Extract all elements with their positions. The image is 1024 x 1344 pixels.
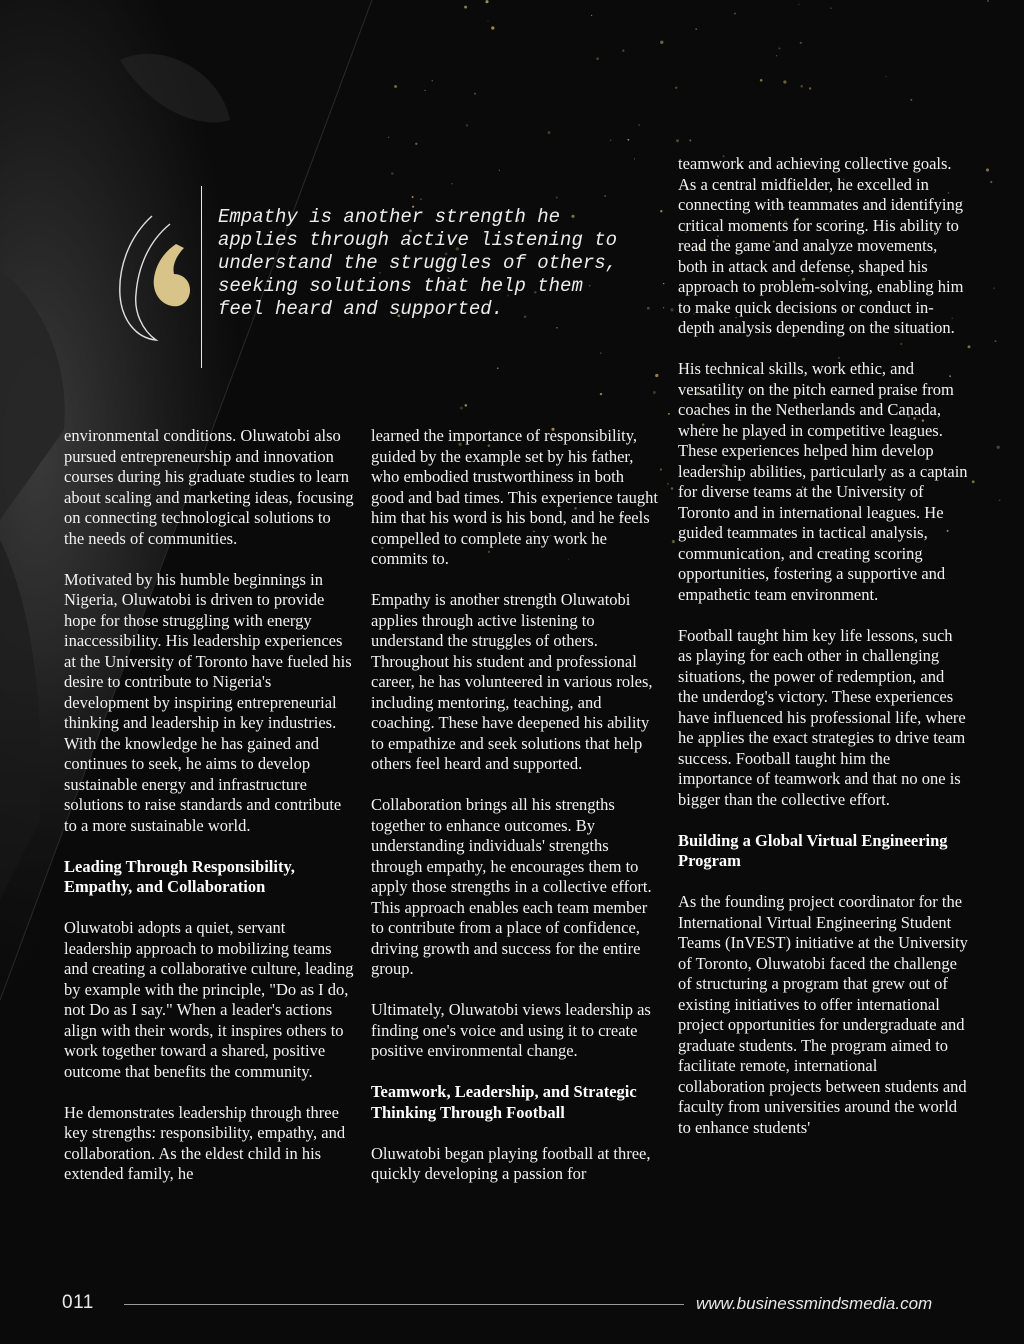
sparkle: [993, 287, 994, 288]
sparkle: [610, 139, 612, 141]
sparkle: [499, 170, 500, 171]
sparkle: [671, 487, 674, 490]
sparkle: [783, 80, 786, 83]
sparkle: [672, 540, 675, 543]
sparkle: [734, 13, 736, 15]
page-number: 011: [62, 1292, 94, 1313]
paragraph: As the founding project coordinator for the International Virtual Engineering Student Teams (InVEST) initiative at the University of Toronto, Oluwatobi faced the challenge of structuring a program that grew out of existing initiatives to offer international project opportunities for undergraduate and graduate students. The program aimed to facilitate remote, international collaboration projects between students and faculty from universities around the world to enhance students': [678, 892, 968, 1137]
sparkle: [474, 93, 476, 95]
paragraph: Football taught him key life lessons, such as playing for each other in challenging situations, the power of redemption, and the underdog's victory. These experiences have influenced his professional life, where he applies the exact strategies to drive team success. Football taught him the importance of teamwork and that no one is bigger than the collective effort.: [678, 625, 966, 809]
sparkle: [600, 393, 602, 395]
sparkle: [647, 307, 650, 310]
section-heading: Teamwork, Leadership, and Strategic Thinking Through Football: [371, 1082, 637, 1122]
sparkle: [394, 85, 397, 88]
sparkle: [663, 283, 664, 284]
sparkle: [391, 172, 394, 175]
paragraph: teamwork and achieving collective goals. As a central midfielder, he excelled in connecting with teammates and identifying critical moments for scoring. His ability to read the game and analyze movements, both in attack and defense, shaped his approach to problem-solving, enabling him to make quick decisions or conduct in-depth analysis depending on the situation.: [678, 154, 964, 337]
section-heading: Leading Through Responsibility, Empathy, and Collaboration: [64, 856, 295, 896]
sparkle: [622, 50, 624, 52]
sparkle: [660, 210, 662, 212]
sparkle: [997, 446, 1000, 449]
sparkle: [548, 131, 551, 134]
text-column-2: [371, 426, 661, 1205]
sparkle: [634, 158, 635, 159]
sparkle: [491, 26, 494, 29]
quote-mark-icon: [112, 208, 198, 348]
sparkle: [676, 139, 679, 142]
sparkle: [667, 483, 669, 485]
paragraph: Oluwatobi began playing football at three, quickly developing a passion for: [371, 1143, 651, 1183]
sparkle: [670, 308, 673, 311]
sparkle: [451, 183, 452, 184]
sparkle: [689, 139, 691, 141]
sparkle: [695, 28, 697, 30]
sparkle: [999, 499, 1001, 501]
paragraph: learned the importance of responsibility, guided by the example set by his father, who embodied trustworthiness in both good and bad times. This experience taught him that his word is his bond, and he feels compelled to complete any work he commits to.: [371, 426, 658, 568]
sparkle: [910, 99, 912, 101]
sparkle: [412, 196, 414, 198]
sparkle: [885, 76, 887, 78]
sparkle: [485, 0, 488, 3]
footer-divider: [124, 1304, 684, 1305]
sparkle: [653, 391, 656, 394]
sparkle: [415, 143, 417, 145]
sparkle: [464, 6, 467, 9]
sparkle: [663, 307, 664, 308]
sparkle: [800, 85, 803, 88]
sparkle: [675, 87, 677, 89]
sparkle: [668, 413, 670, 415]
paragraph: Motivated by his humble beginnings in Nigeria, Oluwatobi is driven to provide hope for those struggling with energy inaccessibility. His leadership experiences at the University of Toronto have fueled his desire to contribute to Nigeria's development by inspiring entrepreneurial thinking and leadership in key industries. With the knowledge he has gained and continues to seek, he aims to develop sustainable energy and infrastructure solutions to raise standards and contribute to a more sustainable world.: [64, 569, 352, 835]
sparkle: [460, 406, 463, 409]
quote-divider: [201, 186, 202, 368]
paragraph: Collaboration brings all his strengths together to enhance outcomes. By understanding individuals' strengths through empathy, he encourages them to apply those strengths in a collective effort. This approach enables each team member to contribute from a place of confidence, driving growth and success for the entire group.: [371, 795, 652, 978]
paragraph: Oluwatobi adopts a quiet, servant leadership approach to mobilizing teams and creating a collaborative culture, leading by example with the principle, "Do as I do, not Do as I say." When a leader's actions align with their words, it inspires others to work together toward a shared, positive outcome that benefits the community.: [64, 918, 354, 1081]
sparkle: [660, 41, 663, 44]
sparkle: [432, 80, 434, 82]
sparkle: [591, 15, 592, 16]
sparkle: [556, 197, 558, 199]
sparkle: [800, 42, 802, 44]
paragraph: His technical skills, work ethic, and versatility on the pitch earned praise from coaches in the Netherlands and Canada, where he played in competitive leagues. These experiences helped him develop leadership abilities, particularly as a captain for diverse teams at the University of Toronto and in international leagues. He guided teammates in tactical analysis, communication, and creating scoring opportunities, fostering a supportive and empathetic team environment.: [678, 359, 968, 604]
paragraph: Ultimately, Oluwatobi views leadership as finding one's voice and using it to create positive environmental change.: [371, 1000, 651, 1060]
sparkle: [604, 195, 605, 196]
text-column-3: [678, 154, 968, 1159]
sparkle: [627, 139, 629, 141]
sparkle: [596, 57, 599, 60]
text-column-1: [64, 426, 354, 1205]
footer-url: www.businessmindsmedia.com: [696, 1294, 933, 1313]
paragraph: environmental conditions. Oluwatobi also pursued entrepreneurship and innovation courses during his graduate studies to learn about scaling and marketing ideas, focusing on connecting technological solutions to the needs of communities.: [64, 426, 354, 548]
sparkle: [990, 181, 992, 183]
sparkle: [497, 367, 499, 369]
section-heading: Building a Global Virtual Engineering Program: [678, 830, 948, 870]
sparkle: [655, 374, 658, 377]
sparkle: [776, 55, 777, 56]
sparkle: [809, 87, 811, 89]
paragraph: Empathy is another strength Oluwatobi applies through active listening to understand the struggles of others. Throughout his student and professional career, he has volunteered in various roles, including mentoring, teaching, and coaching. These have deepened his ability to empathize and seek solutions that help others feel heard and supported.: [371, 590, 653, 773]
sparkle: [778, 47, 780, 49]
sparkle: [638, 124, 640, 126]
sparkle: [987, 0, 989, 2]
sparkle: [986, 168, 989, 171]
sparkle: [466, 124, 468, 126]
sparkle: [600, 352, 601, 353]
paragraph: He demonstrates leadership through three key strengths: responsibility, empathy, and collaboration. As the eldest child in his extended family, he: [64, 1102, 346, 1183]
sparkle: [465, 404, 468, 407]
sparkle: [995, 340, 997, 342]
sparkle: [798, 4, 799, 5]
sparkle: [420, 198, 422, 200]
sparkle: [972, 480, 975, 483]
sparkle: [487, 20, 488, 21]
sparkle: [388, 137, 389, 138]
sparkle: [830, 7, 831, 8]
sparkle: [556, 327, 558, 329]
pull-quote: Empathy is another strength he applies through active listening to understand the struggles of others, seeking solutions that help them feel heard and supported.: [218, 206, 618, 320]
sparkle: [760, 79, 763, 82]
sparkle: [424, 90, 425, 91]
